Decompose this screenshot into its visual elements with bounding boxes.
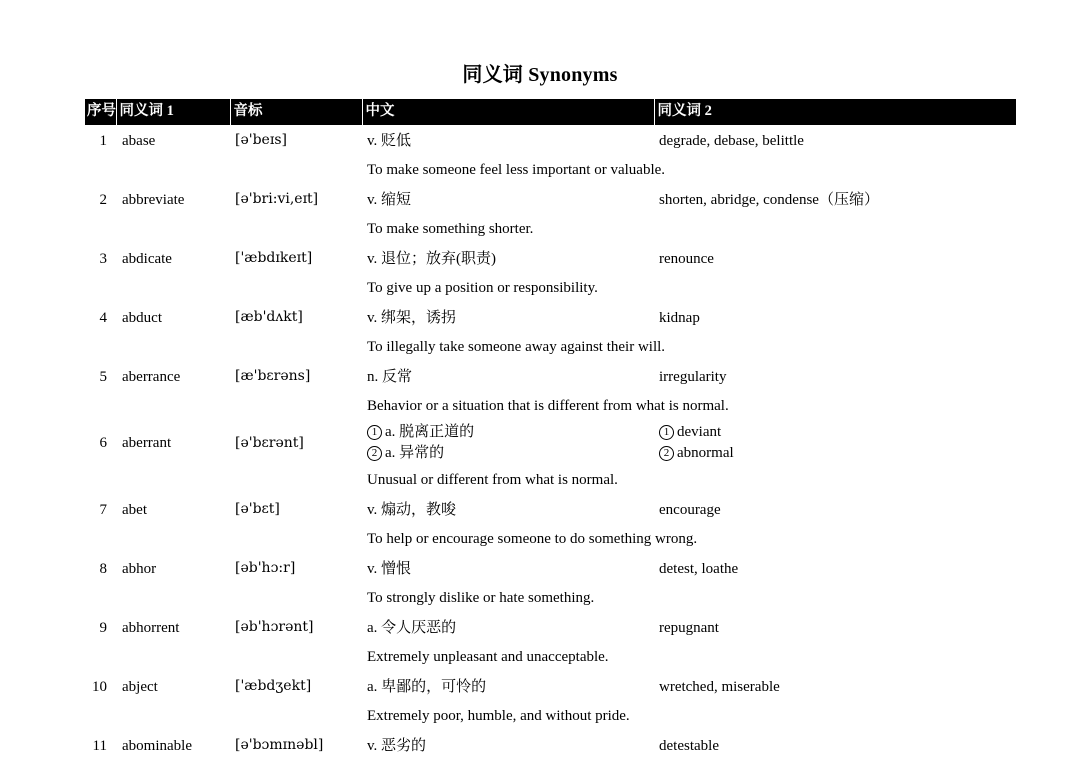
row-index: 4 <box>99 309 107 326</box>
row-chinese: v. 缩短 <box>367 191 412 208</box>
circled-number-icon: 1 <box>659 425 674 440</box>
row-phonetic: [əb'hɔ:r] <box>235 560 296 577</box>
table-row-definition <box>85 702 1016 730</box>
row-chinese: a. 卑鄙的，可怜的 <box>367 678 487 695</box>
row-english-definition: Unusual or different from what is normal. <box>367 472 618 489</box>
definition-spacer <box>230 215 362 243</box>
definition-spacer <box>230 702 362 730</box>
definition-spacer <box>230 466 362 494</box>
row-chinese: n. 反常 <box>367 368 413 385</box>
definition-spacer <box>230 156 362 184</box>
definition-spacer <box>116 702 230 730</box>
row-synonym-2 <box>654 420 1016 466</box>
row-index: 11 <box>92 737 107 754</box>
synonyms-table <box>85 99 1016 761</box>
row-synonym-1: abject <box>122 678 158 695</box>
circled-number-icon: 1 <box>367 425 382 440</box>
definition-spacer <box>230 274 362 302</box>
row-synonym-2: detest, loathe <box>659 560 739 577</box>
row-index: 2 <box>99 191 107 208</box>
table-row-definition <box>85 156 1016 184</box>
row-synonym-2: irregularity <box>659 368 727 385</box>
definition-spacer <box>85 525 116 553</box>
row-synonym-1: abhor <box>122 560 157 577</box>
column-header-phonetic: 音标 <box>230 99 362 125</box>
definition-spacer <box>85 215 116 243</box>
chinese-sense-text: a. 脱离正道的 <box>385 424 475 441</box>
definition-spacer <box>116 156 230 184</box>
definition-spacer <box>85 643 116 671</box>
definition-spacer <box>85 584 116 612</box>
definition-spacer <box>85 274 116 302</box>
circled-number-icon: 2 <box>367 446 382 461</box>
row-chinese: v. 贬低 <box>367 132 412 149</box>
table-row <box>85 612 1016 643</box>
row-phonetic: [ə'bɛrənt] <box>235 434 304 451</box>
row-english-definition: To illegally take someone away against their will. <box>367 339 666 356</box>
table-header-row <box>85 99 1016 125</box>
definition-spacer <box>230 525 362 553</box>
column-header-synonym-1: 同义词 1 <box>116 99 230 125</box>
definition-spacer <box>116 274 230 302</box>
row-english-definition: Extremely unpleasant and unacceptable. <box>367 649 609 666</box>
table-row <box>85 420 1016 466</box>
row-phonetic: ['æbdʒekt] <box>235 678 312 695</box>
row-chinese <box>362 420 654 466</box>
row-index: 5 <box>99 368 107 385</box>
definition-spacer <box>230 333 362 361</box>
row-phonetic: [ə'bɛt] <box>235 501 280 518</box>
definition-spacer <box>230 392 362 420</box>
row-synonym-2: detestable <box>659 737 719 754</box>
chinese-sense-item <box>367 443 654 464</box>
row-chinese: v. 煽动，教唆 <box>367 501 457 518</box>
definition-spacer <box>85 333 116 361</box>
column-header-chinese: 中文 <box>362 99 654 125</box>
table-row <box>85 361 1016 392</box>
row-synonym-2: kidnap <box>659 309 700 326</box>
row-synonym-1: abase <box>122 132 156 149</box>
table-row <box>85 302 1016 333</box>
row-index: 6 <box>99 435 107 452</box>
row-chinese: v. 退位；放弃(职责) <box>367 250 497 267</box>
row-index: 8 <box>99 560 107 577</box>
row-synonym-2: wretched, miserable <box>659 678 780 695</box>
table-row-definition <box>85 525 1016 553</box>
definition-spacer <box>116 215 230 243</box>
synonyms-table-container <box>85 99 1016 761</box>
row-synonym-1: aberrance <box>122 368 181 385</box>
synonym-sense-item <box>659 443 1016 464</box>
row-synonym-2: encourage <box>659 501 721 518</box>
synonym-sense-list <box>659 422 1016 463</box>
synonym-sense-item <box>659 422 1016 443</box>
page-title: 同义词 Synonyms <box>462 64 618 86</box>
row-synonym-1: abbreviate <box>122 191 185 208</box>
row-index: 10 <box>92 678 107 695</box>
row-synonym-2: repugnant <box>659 619 719 636</box>
table-row <box>85 184 1016 215</box>
row-index: 1 <box>99 132 107 149</box>
column-header-synonym-2: 同义词 2 <box>654 99 1016 125</box>
row-phonetic: ['æbdɪkeɪt] <box>235 250 313 267</box>
chinese-sense-item <box>367 422 654 443</box>
row-synonym-1: abhorrent <box>122 619 180 636</box>
row-phonetic: [æ'bɛrəns] <box>235 368 311 385</box>
row-english-definition: To make something shorter. <box>367 221 534 238</box>
table-header <box>85 99 1016 125</box>
row-index: 7 <box>99 501 107 518</box>
definition-spacer <box>85 466 116 494</box>
definition-spacer <box>116 392 230 420</box>
row-chinese: v. 憎恨 <box>367 560 412 577</box>
table-row <box>85 553 1016 584</box>
table-row-definition <box>85 643 1016 671</box>
row-chinese: v. 恶劣的 <box>367 737 427 754</box>
table-body <box>85 125 1016 761</box>
definition-spacer <box>85 702 116 730</box>
row-phonetic: [əb'hɔrənt] <box>235 619 314 636</box>
chinese-sense-list <box>367 422 654 463</box>
row-synonym-1: abdicate <box>122 250 172 267</box>
definition-spacer <box>85 392 116 420</box>
definition-spacer <box>116 525 230 553</box>
row-english-definition: To make someone feel less important or valuable. <box>367 162 666 179</box>
definition-spacer <box>230 643 362 671</box>
synonym-sense-text: deviant <box>677 424 722 441</box>
definition-spacer <box>116 466 230 494</box>
table-row-definition <box>85 333 1016 361</box>
row-english-definition: Behavior or a situation that is different from what is normal. <box>367 398 729 415</box>
row-english-definition: Extremely poor, humble, and without pride. <box>367 708 630 725</box>
definition-spacer <box>85 156 116 184</box>
row-phonetic: [ə'bɔmɪnəbl] <box>235 737 324 754</box>
column-header-index: 序号 <box>85 99 116 125</box>
row-index: 3 <box>99 250 107 267</box>
synonym-sense-text: abnormal <box>677 445 734 462</box>
definition-spacer <box>116 584 230 612</box>
row-english-definition: To give up a position or responsibility. <box>367 280 598 297</box>
table-row <box>85 671 1016 702</box>
row-chinese: a. 令人厌恶的 <box>367 619 457 636</box>
definition-spacer <box>116 643 230 671</box>
row-synonym-2: renounce <box>659 250 714 267</box>
definition-spacer <box>116 333 230 361</box>
table-row <box>85 730 1016 761</box>
table-row <box>85 494 1016 525</box>
circled-number-icon: 2 <box>659 446 674 461</box>
row-synonym-2: shorten, abridge, condense（压缩） <box>659 191 879 208</box>
table-row-definition <box>85 584 1016 612</box>
row-phonetic: [æb'dʌkt] <box>235 309 303 326</box>
table-row <box>85 125 1016 156</box>
row-phonetic: [ə'bri:vi,eɪt] <box>235 191 319 208</box>
row-synonym-2: degrade, debase, belittle <box>659 132 804 149</box>
chinese-sense-text: a. 异常的 <box>385 445 445 462</box>
table-row-definition <box>85 466 1016 494</box>
row-index: 9 <box>99 619 107 636</box>
row-synonym-1: aberrant <box>122 435 172 452</box>
table-row <box>85 243 1016 274</box>
row-synonym-1: abduct <box>122 309 162 326</box>
row-chinese: v. 绑架，诱拐 <box>367 309 457 326</box>
row-english-definition: To strongly dislike or hate something. <box>367 590 595 607</box>
table-row-definition <box>85 215 1016 243</box>
row-synonym-1: abet <box>122 501 147 518</box>
table-row-definition <box>85 274 1016 302</box>
definition-spacer <box>230 584 362 612</box>
row-phonetic: [ə'beɪs] <box>235 132 287 149</box>
row-synonym-1: abominable <box>122 737 192 754</box>
row-english-definition: To help or encourage someone to do something wrong. <box>367 531 698 548</box>
table-row-definition <box>85 392 1016 420</box>
